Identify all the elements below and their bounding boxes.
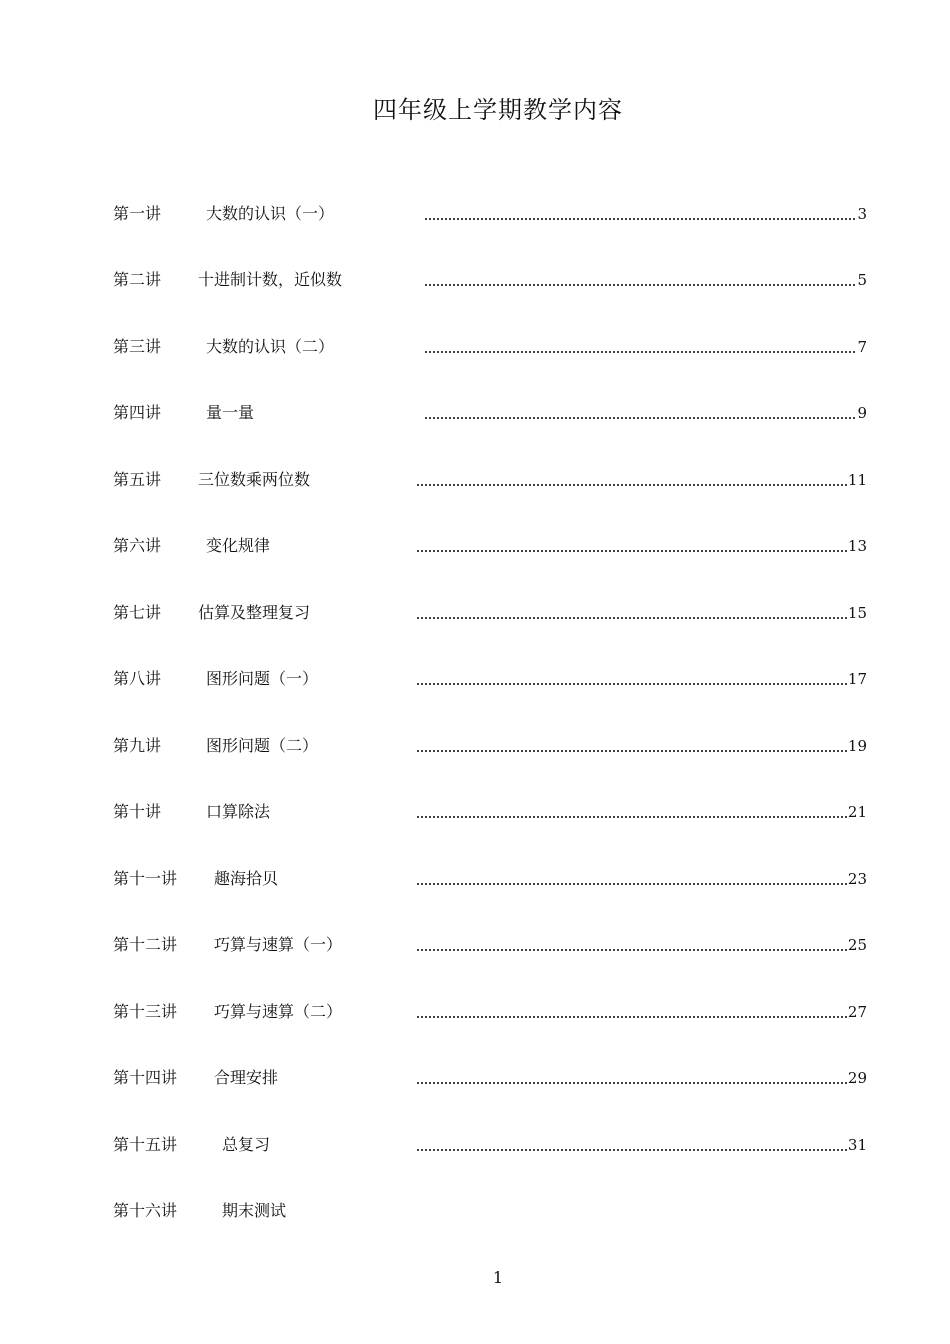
toc-entry-16[interactable] (113, 1199, 867, 1223)
dot-leader (416, 933, 847, 957)
toc-entry-13[interactable] (113, 1000, 867, 1024)
toc-entry-number: 第八讲 (113, 669, 162, 688)
toc-entry-number: 第五讲 (113, 470, 162, 489)
toc-entry-number: 第十六讲 (113, 1201, 178, 1220)
page-number: 1 (492, 1268, 504, 1287)
toc-entry-number: 第六讲 (113, 536, 162, 555)
dot-leader (424, 335, 856, 359)
toc-entry-title: 巧算与速算（二） (214, 1002, 343, 1021)
dot-leader (416, 1133, 847, 1157)
toc-entry-title: 三位数乘两位数 (198, 470, 311, 489)
toc-entry-leader (416, 601, 867, 625)
toc-entry-leader (416, 800, 867, 824)
dot-leader (416, 734, 847, 758)
toc-entry-leader (424, 335, 867, 359)
toc-entry-2[interactable] (113, 268, 867, 292)
toc-entry-number: 第十二讲 (113, 935, 178, 954)
toc-entry-page: 7 (857, 338, 867, 356)
toc-entry-number: 第三讲 (113, 337, 162, 356)
toc-entry-title: 期末测试 (222, 1201, 287, 1220)
dot-leader (416, 1066, 847, 1090)
toc-entry-page: 21 (847, 803, 867, 821)
toc-entry-page: 13 (847, 537, 867, 555)
toc-entry-title: 十进制计数，近似数 (198, 270, 343, 289)
dot-leader (416, 867, 847, 891)
toc-entry-page: 27 (847, 1003, 867, 1021)
toc-entry-page: 19 (847, 737, 867, 755)
toc-entry-page: 9 (857, 404, 867, 422)
toc-entry-page: 5 (857, 271, 867, 289)
toc-entry-title: 合理安排 (214, 1068, 279, 1087)
toc-entry-title: 巧算与速算（一） (214, 935, 343, 954)
dot-leader (416, 1000, 847, 1024)
page-title: 四年级上学期教学内容 (373, 96, 623, 124)
toc-entry-8[interactable] (113, 667, 867, 691)
toc-entry-page: 29 (847, 1069, 867, 1087)
toc-entry-page: 23 (847, 870, 867, 888)
toc-entry-10[interactable] (113, 800, 867, 824)
toc-entry-page: 15 (847, 604, 867, 622)
toc-entry-number: 第一讲 (113, 204, 162, 223)
toc-entry-leader (416, 933, 867, 957)
toc-entry-page: 31 (847, 1136, 867, 1154)
toc-entry-leader (416, 534, 867, 558)
dot-leader (424, 202, 856, 226)
dot-leader (424, 268, 856, 292)
toc-entry-title: 口算除法 (206, 802, 271, 821)
toc-entry-leader (416, 867, 867, 891)
toc-entry-6[interactable] (113, 534, 867, 558)
toc-entry-leader (416, 468, 867, 492)
toc-entry-1[interactable] (113, 202, 867, 226)
toc-entry-title: 图形问题（一） (206, 669, 319, 688)
toc-entry-number: 第七讲 (113, 603, 162, 622)
toc-entry-leader (416, 1000, 867, 1024)
toc-entry-leader (424, 202, 867, 226)
toc-entry-page: 25 (847, 936, 867, 954)
dot-leader (416, 534, 847, 558)
toc-entry-3[interactable] (113, 335, 867, 359)
toc-entry-7[interactable] (113, 601, 867, 625)
toc-entry-5[interactable] (113, 468, 867, 492)
dot-leader (416, 468, 847, 492)
toc-entry-number: 第十四讲 (113, 1068, 178, 1087)
toc-entry-title: 趣海拾贝 (214, 869, 279, 888)
toc-entry-number: 第二讲 (113, 270, 162, 289)
toc-entry-14[interactable] (113, 1066, 867, 1090)
dot-leader (424, 401, 856, 425)
toc-entry-leader (416, 734, 867, 758)
toc-entry-number: 第十三讲 (113, 1002, 178, 1021)
toc-entry-15[interactable] (113, 1133, 867, 1157)
toc-entry-leader (416, 1133, 867, 1157)
toc-entry-11[interactable] (113, 867, 867, 891)
toc-entry-page: 17 (847, 670, 867, 688)
dot-leader (416, 667, 847, 691)
toc-entry-title: 大数的认识（一） (206, 204, 335, 223)
toc-entry-number: 第十五讲 (113, 1135, 178, 1154)
toc-entry-title: 图形问题（二） (206, 736, 319, 755)
toc-entry-number: 第四讲 (113, 403, 162, 422)
toc-entry-title: 估算及整理复习 (198, 603, 311, 622)
toc-entry-title: 量一量 (206, 403, 255, 422)
toc-entry-number: 第九讲 (113, 736, 162, 755)
dot-leader (416, 800, 847, 824)
toc-entry-4[interactable] (113, 401, 867, 425)
toc-entry-page: 3 (857, 205, 867, 223)
toc-entry-leader (424, 268, 867, 292)
toc-entry-leader (416, 1066, 867, 1090)
toc-entry-page: 11 (847, 471, 867, 489)
dot-leader (416, 601, 847, 625)
toc-entry-title: 变化规律 (206, 536, 271, 555)
toc-entry-12[interactable] (113, 933, 867, 957)
toc-entry-number: 第十一讲 (113, 869, 178, 888)
toc-entry-title: 总复习 (222, 1135, 271, 1154)
toc-entry-title: 大数的认识（二） (206, 337, 335, 356)
toc-entry-leader (416, 667, 867, 691)
toc-entry-number: 第十讲 (113, 802, 162, 821)
toc-entry-9[interactable] (113, 734, 867, 758)
toc-entry-leader (424, 401, 867, 425)
